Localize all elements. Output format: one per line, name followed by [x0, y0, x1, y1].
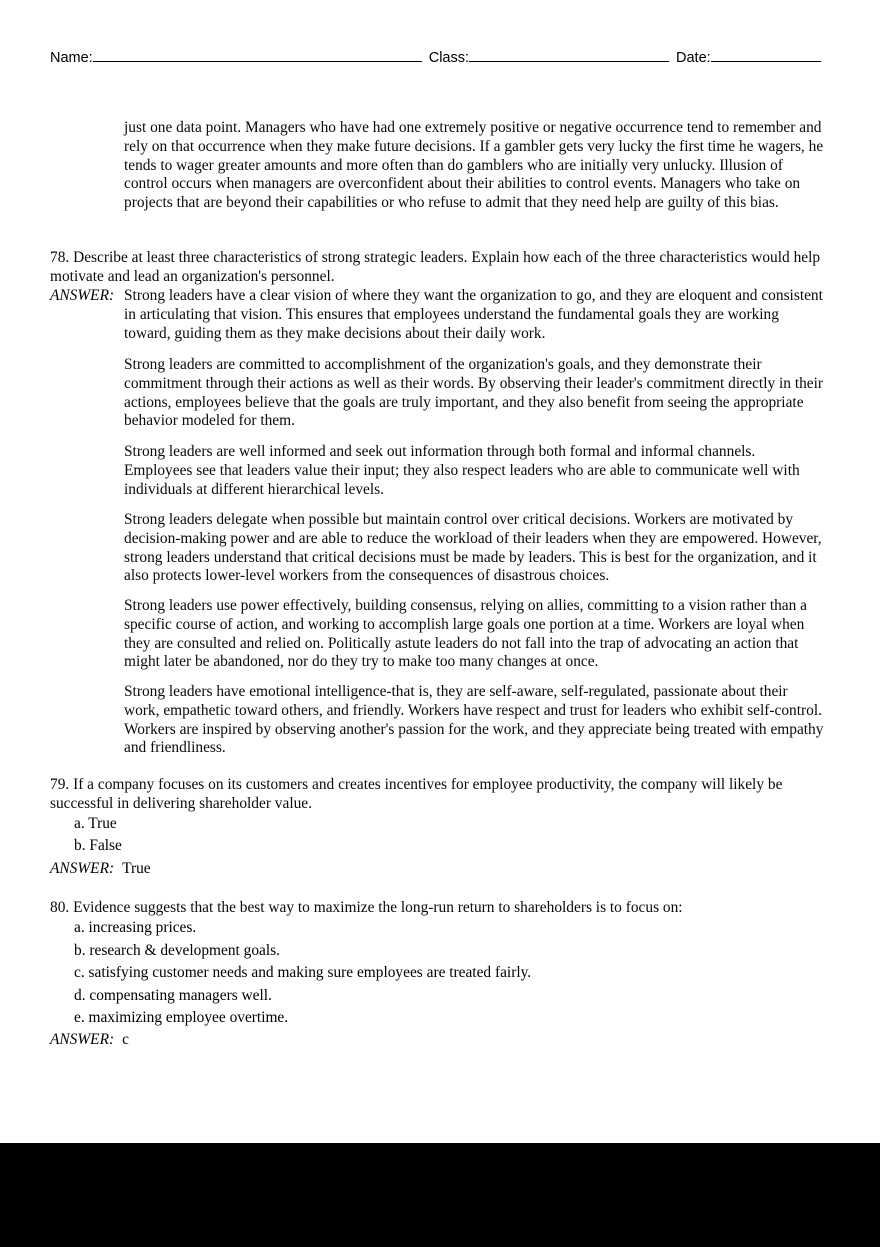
page-bottom-black-bar	[0, 1143, 880, 1247]
name-label: Name:	[50, 50, 93, 66]
question-79-option-a[interactable]: a. True	[74, 815, 117, 832]
question-80-prompt: 80. Evidence suggests that the best way to maximize the long-run return to shareholders is to focus on:	[50, 899, 683, 916]
date-input-rule[interactable]	[711, 48, 821, 62]
answer-label: ANSWER:	[50, 287, 115, 304]
question-78-prompt: 78. Describe at least three characteristics of strong strategic leaders. Explain how each of the three characteristics would help motivate and lead an organization's personnel.	[50, 249, 821, 285]
answer-value: True	[122, 860, 151, 877]
date-label: Date:	[676, 50, 711, 66]
question-80-option-b[interactable]: b. research & development goals.	[74, 942, 280, 959]
class-input-rule[interactable]	[469, 48, 669, 62]
answer-value: c	[122, 1031, 129, 1048]
class-label: Class:	[428, 50, 470, 66]
question-80-option-a[interactable]: a. increasing prices.	[74, 919, 197, 936]
continued-paragraph: just one data point. Managers who have had one extremely positive or negative occurrence tend to remember and rely on that occurrence when they make future decisions. If a gambler gets very lucky the first time he wagers, he tends to wager greater amounts and more often than do gamblers who are initially very unlucky. Illusion of control occurs when managers are overconfident about their abilities to control events. Managers who take on projects that are beyond their capabilities or who refuse to admit that they need help are guilty of this bias.	[124, 119, 824, 212]
question-80-option-c[interactable]: c. satisfying customer needs and making sure employees are treated fairly.	[74, 964, 532, 981]
question-80-option-d[interactable]: d. compensating managers well.	[74, 987, 272, 1004]
question-78-answer-label-row	[50, 287, 114, 306]
question-80-option-e[interactable]: e. maximizing employee overtime.	[74, 1009, 289, 1026]
question-78-answer-paragraph-2: Strong leaders are committed to accomplishment of the organization's goals, and they demonstrate their commitment through their actions as well as their words. By observing their leader's commitment directly in their actions, employees believe that the goals are truly important, and they also benefit from seeing the appropriate behavior modeled for them.	[124, 356, 824, 430]
question-78-answer-paragraph-3: Strong leaders are well informed and seek out information through both formal and informal channels. Employees see that leaders value their input; they also respect leaders who are able to communicate well with individuals at different hierarchical levels.	[124, 443, 800, 498]
question-80-answer-row	[50, 1031, 129, 1050]
question-79-prompt: 79. If a company focuses on its customers and creates incentives for employee productivity, the company will likely be successful in delivering shareholder value.	[50, 776, 783, 812]
name-input-rule[interactable]	[93, 48, 422, 62]
answer-label: ANSWER:	[50, 1031, 115, 1048]
answer-label: ANSWER:	[50, 860, 115, 877]
question-78-answer-paragraph-5: Strong leaders use power effectively, building consensus, relying on allies, committing to a vision rather than a specific course of action, and working to accomplish large goals one portion at a time. Workers are loyal when they are consulted and relied on. Politically astute leaders do not fall into the trap of advocating an action that might later be abandoned, nor do they try to make too many changes at once.	[124, 597, 808, 671]
page-header	[50, 48, 830, 72]
question-78-answer-paragraph-6: Strong leaders have emotional intelligence-that is, they are self-aware, self-regulated, passionate about their work, empathetic toward others, and friendly. Workers have respect and trust for leaders who exhibit self-control. Workers are inspired by observing another's passion for the work, and they appreciate being treated with empathy and friendliness.	[124, 683, 824, 757]
question-79-option-b[interactable]: b. False	[74, 837, 122, 854]
question-79-answer-row	[50, 860, 151, 879]
question-78-answer-paragraph-1: Strong leaders have a clear vision of where they want the organization to go, and they are eloquent and consistent in articulating that vision. This ensures that employees understand the fundamental goals they are working toward, guiding them as they make decisions about their daily work.	[124, 287, 823, 342]
question-78-answer-paragraph-4: Strong leaders delegate when possible but maintain control over critical decisions. Workers are motivated by decision-making power and are able to reduce the workload of their leaders when they are empowered. However, strong leaders understand that critical decisions must be made by leaders. This is best for the organization, and it also protects lower-level workers from the consequences of disastrous choices.	[124, 511, 822, 585]
